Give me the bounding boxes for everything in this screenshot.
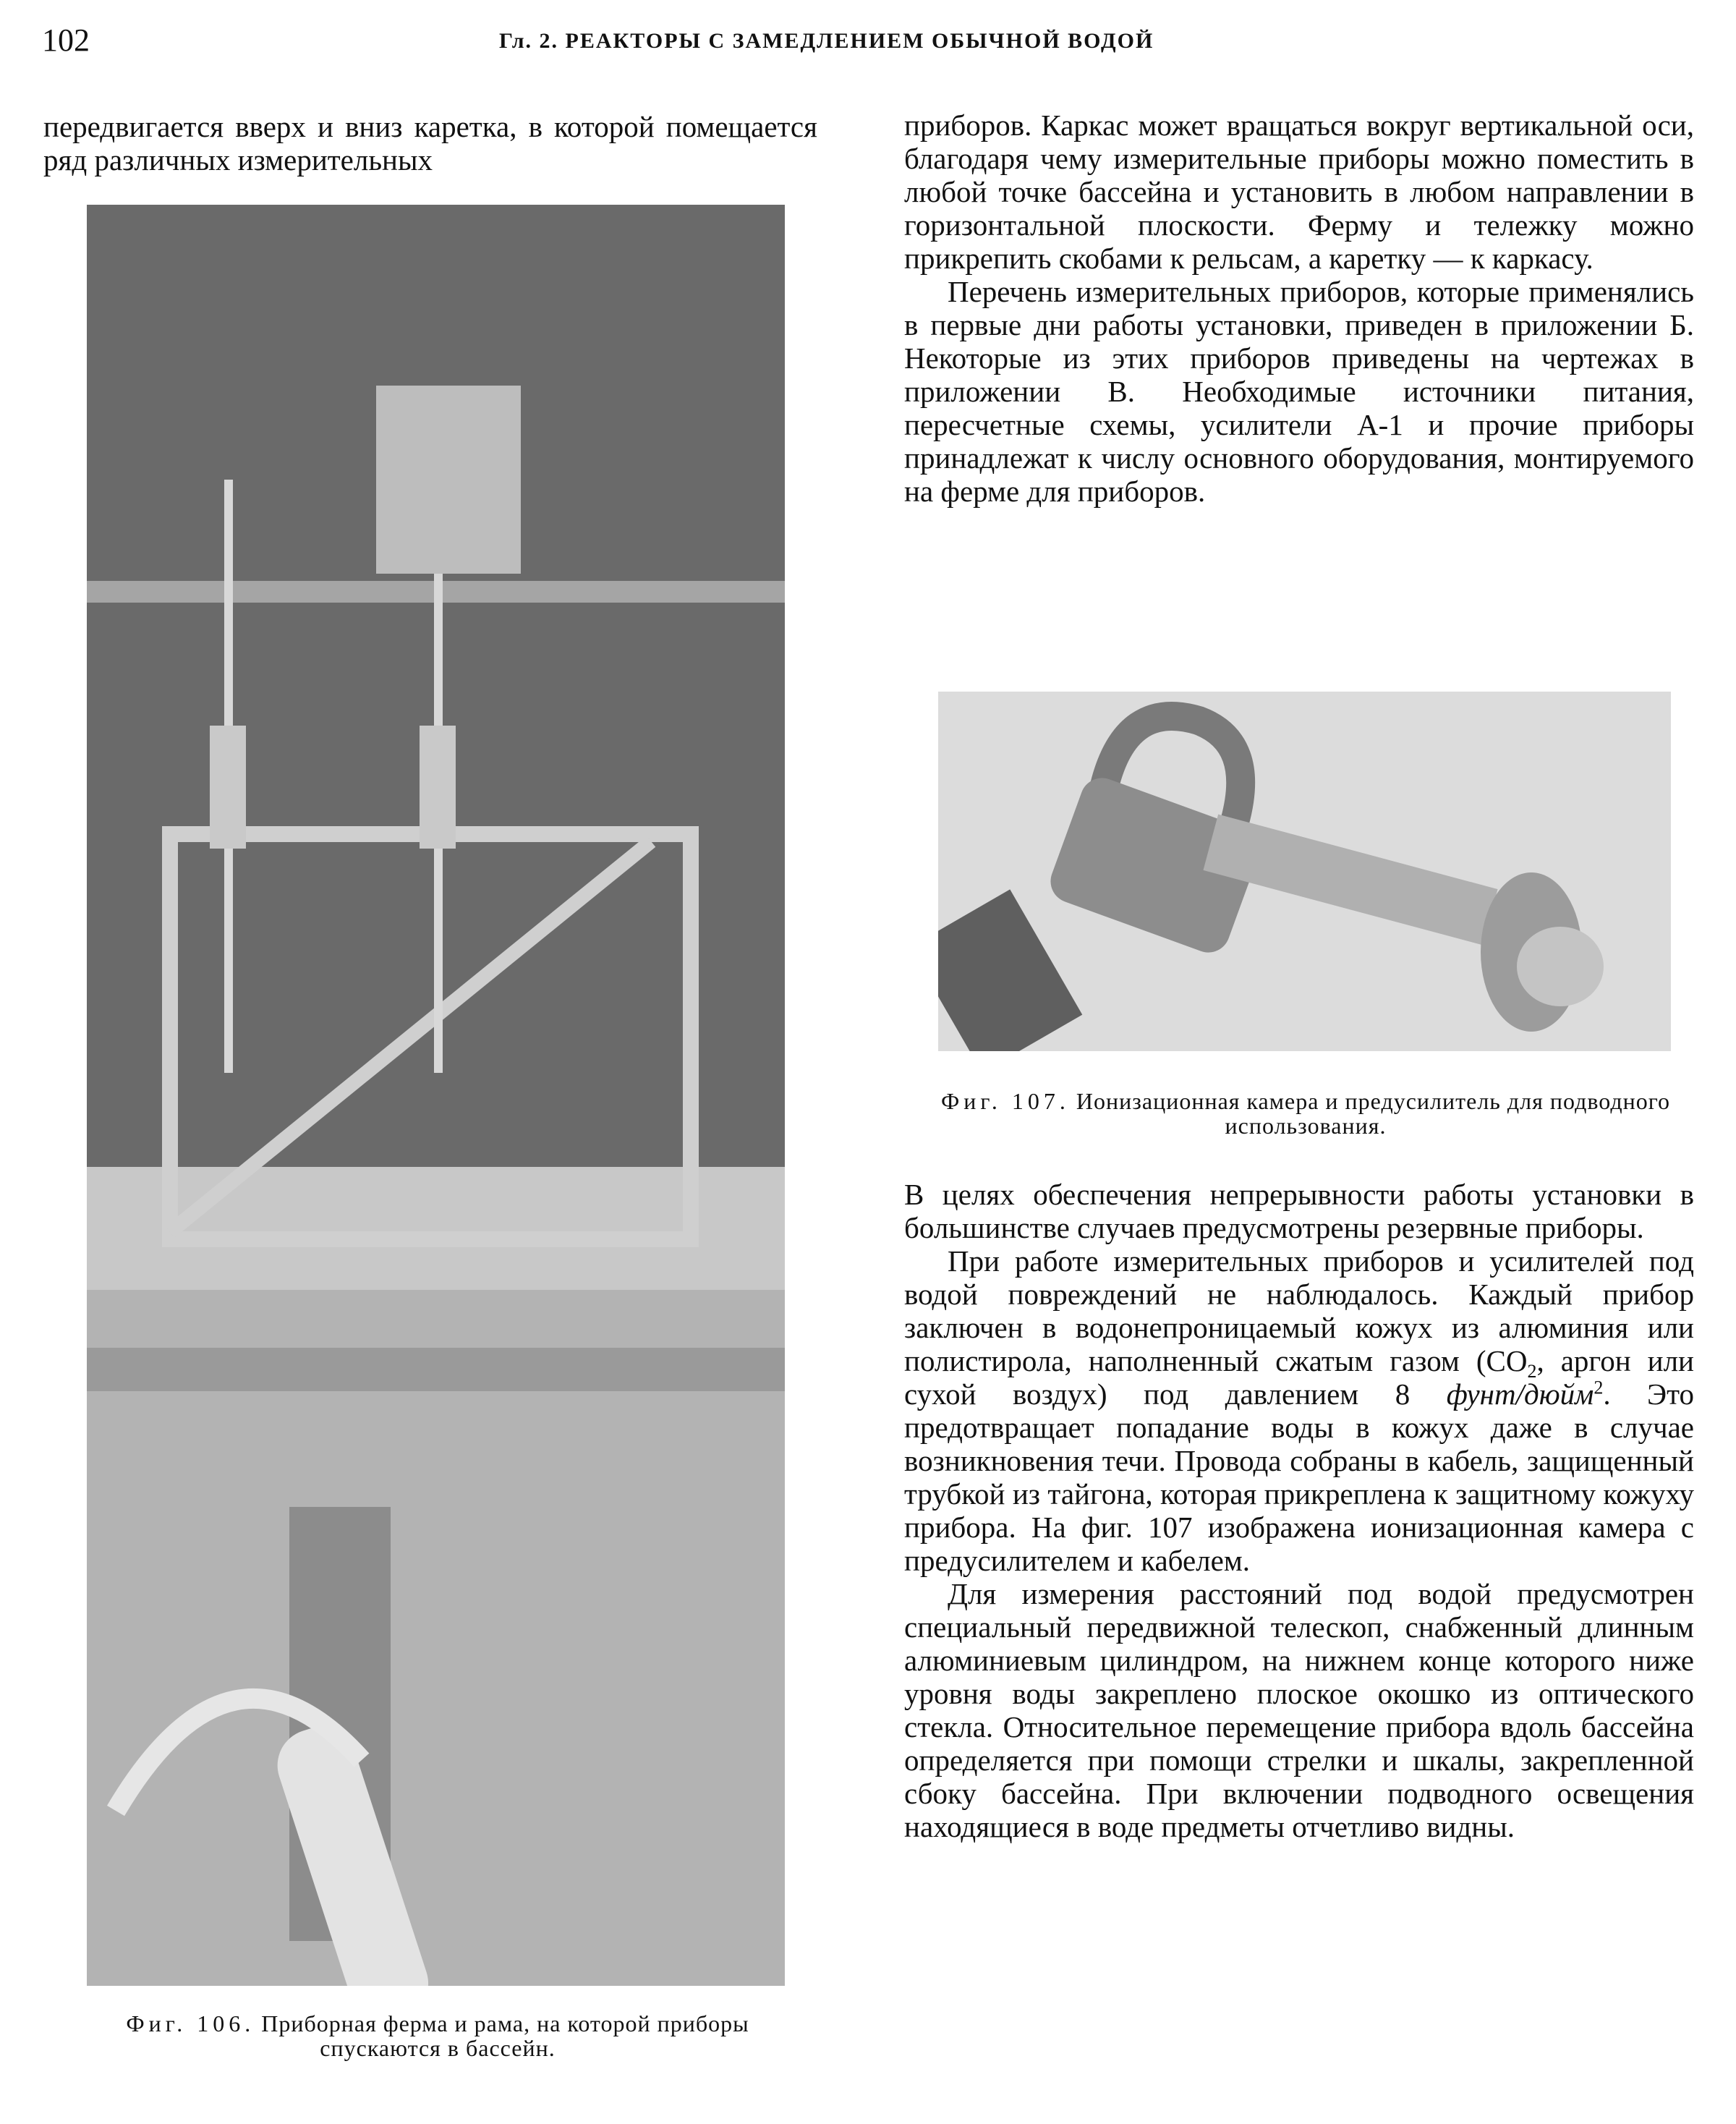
unit-text: фунт/дюйм bbox=[1446, 1377, 1594, 1411]
right-column-top-text bbox=[904, 109, 1694, 508]
figure-107-caption-text: Ионизационная камера и предусилитель для подводного использования. bbox=[1076, 1088, 1671, 1139]
running-title: Гл. 2. РЕАКТОРЫ С ЗАМЕДЛЕНИЕМ ОБЫЧНОЙ ВОДОЙ bbox=[499, 29, 1154, 53]
text-run: , аргон или сухой воздух) под давлением 8 bbox=[904, 1344, 1694, 1411]
right-column-bottom-text bbox=[904, 1178, 1694, 1843]
figure-106-label: Фиг. 106. bbox=[126, 2010, 255, 2036]
figure-107-label: Фиг. 107. bbox=[940, 1088, 1070, 1114]
text-run: . Это предотвращает попадание воды в кожух даже в случае возникновения течи. Провода собраны в кабель, защищенный трубкой из тайгона, которая прикреплена к защитному кожуху прибора. На фиг. 107 изображена ионизационная камера с предусилителем и кабелем. bbox=[904, 1377, 1694, 1577]
paragraph: Для измерения расстояний под водой предусмотрен специальный передвижной телескоп, снабженный длинным алюминиевым цилиндром, на нижнем конце которого ниже уровня воды закреплено плоское окошко из оптического стекла. Относительное перемещение прибора вдоль бассейна определяется при помощи стрелки и шкалы, закрепленной сбоку бассейна. При включении подводного освещения находящиеся в воде предметы отчетливо видны. bbox=[904, 1577, 1694, 1843]
text-run: При работе измерительных приборов и усилителей под водой повреждений не наблюдалось. Каждый прибор заключен в водонепроницаемый кожух из алюминия или полистирола, наполненный сжатым газом (CO bbox=[904, 1244, 1694, 1377]
figure-106-photo bbox=[87, 205, 785, 1986]
paragraph: приборов. Каркас может вращаться вокруг вертикальной оси, благодаря чему измерительные приборы можно поместить в любой точке бассейна и установить в любом направлении в горизонтальной плоскости. Ферму и тележку можно прикрепить скобами к рельсам, а каретку — к каркасу. bbox=[904, 109, 1694, 275]
page-number: 102 bbox=[42, 22, 90, 58]
paragraph bbox=[904, 1244, 1694, 1577]
figure-107-caption bbox=[911, 1089, 1700, 1138]
figure-106-caption bbox=[65, 2011, 810, 2060]
figure-107-photo bbox=[938, 692, 1671, 1051]
subscript: 2 bbox=[1527, 1361, 1537, 1382]
paragraph: В целях обеспечения непрерывности работы установки в большинстве случаев предусмотрены резервные приборы. bbox=[904, 1178, 1694, 1244]
paragraph: передвигается вверх и вниз каретка, в которой помещается ряд различных измерительных bbox=[43, 110, 817, 177]
left-column-text bbox=[43, 110, 817, 177]
figure-106-caption-text: Приборная ферма и рама, на которой приборы спускаются в бассейн. bbox=[261, 2010, 749, 2061]
superscript: 2 bbox=[1594, 1377, 1604, 1398]
paragraph: Перечень измерительных приборов, которые применялись в первые дни работы установки, приведен в приложении Б. Некоторые из этих приборов приведены на чертежах в приложении В. Необходимые источники питания, пересчетные схемы, усилители А-1 и прочие приборы принадлежат к числу основного оборудования, монтируемого на ферме для приборов. bbox=[904, 275, 1694, 508]
